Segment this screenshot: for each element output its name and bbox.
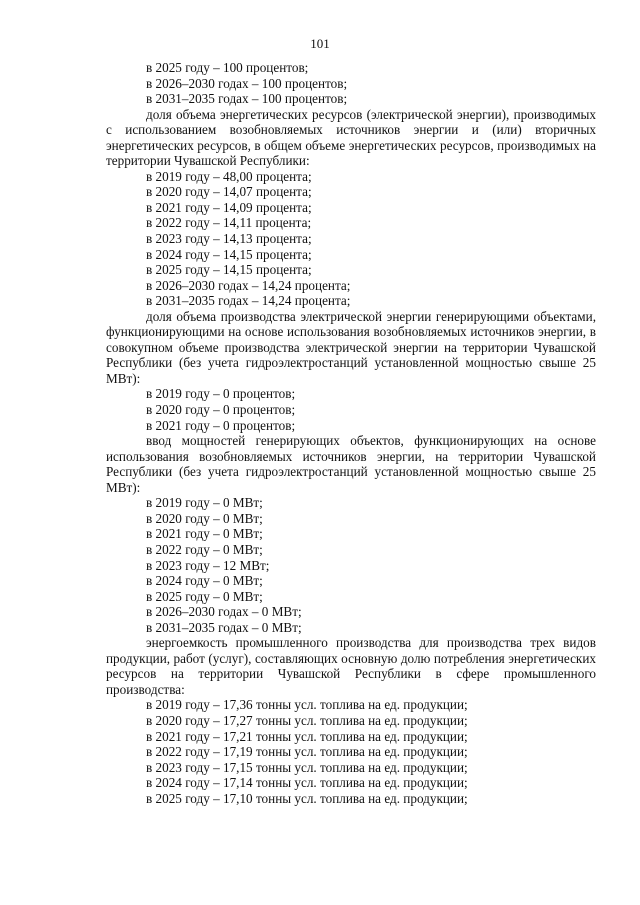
paragraph: энергоемкость промышленного производства для производства трех видов продукции, работ (услуг), составляющих основную долю потребления энергетических ресурсов на территории Чувашской Республики в сфере промышленного производства: [106,635,596,697]
list-line: в 2021 году – 17,21 тонны усл. топлива на ед. продукции; [146,728,468,744]
list-line: в 2020 году – 0 процентов; [146,402,296,418]
paragraph: ввод мощностей генерирующих объектов, функционирующих на основе использования возобновляемых источников энергии, на территории Чувашской Республики (без учета гидроэлектростанций установленной мощностью свыше 25 МВт): [106,433,596,495]
list-line: в 2025 году – 14,15 процента; [146,262,312,278]
page-number: 101 [310,36,330,51]
list-line: в 2022 году – 14,11 процента; [146,215,312,231]
list-line: в 2020 году – 17,27 тонны усл. топлива на ед. продукции; [146,712,468,728]
list-line: в 2021 году – 0 МВт; [146,526,263,542]
list-line: в 2024 году – 0 МВт; [146,573,263,589]
list-line: в 2020 году – 14,07 процента; [146,184,312,200]
list-line: в 2019 году – 0 процентов; [146,386,296,402]
list-line: в 2026–2030 годах – 0 МВт; [146,604,302,620]
list-line: в 2021 году – 14,09 процента; [146,199,312,215]
list-line: в 2031–2035 годах – 14,24 процента; [146,293,351,309]
list-line: в 2026–2030 годах – 100 процентов; [146,75,348,91]
list-line: в 2025 году – 17,10 тонны усл. топлива на ед. продукции; [146,790,468,806]
list-line: в 2019 году – 17,36 тонны усл. топлива на ед. продукции; [146,697,468,713]
list-line: в 2031–2035 годах – 0 МВт; [146,619,302,635]
list-line: в 2019 году – 48,00 процента; [146,168,312,184]
list-line: в 2024 году – 17,14 тонны усл. топлива на ед. продукции; [146,775,468,791]
list-line: в 2025 году – 100 процентов; [146,60,309,75]
list-line: в 2022 году – 0 МВт; [146,541,263,557]
list-line: в 2020 году – 0 МВт; [146,510,263,526]
list-line: в 2023 году – 14,13 процента; [146,231,312,247]
list-line: в 2023 году – 12 МВт; [146,557,270,573]
paragraph: доля объема энергетических ресурсов (электрической энергии), производимых с использованием возобновляемых источников энергии и (или) вторичных энергетических ресурсов, в общем объеме энергетических ресурсов, производимых на территории Чувашской Республики: [106,106,596,169]
paragraph: доля объема производства электрической энергии генерирующими объектами, функционирующими на основе использования возобновляемых источников энергии, в совокупном объеме производства электрической энергии на территории Чувашской Республики (без учета гидроэлектростанций установленной мощностью свыше 25 МВт): [106,308,596,386]
list-line: в 2019 году – 0 МВт; [146,495,263,511]
document-body [106,60,596,806]
list-line: в 2023 году – 17,15 тонны усл. топлива на ед. продукции; [146,759,468,775]
list-line: в 2021 году – 0 процентов; [146,417,296,433]
list-line: в 2024 году – 14,15 процента; [146,246,312,262]
list-line: в 2026–2030 годах – 14,24 процента; [146,277,351,293]
list-line: в 2025 году – 0 МВт; [146,588,263,604]
list-line: в 2022 году – 17,19 тонны усл. топлива на ед. продукции; [146,744,468,760]
list-line: в 2031–2035 годах – 100 процентов; [146,91,348,107]
